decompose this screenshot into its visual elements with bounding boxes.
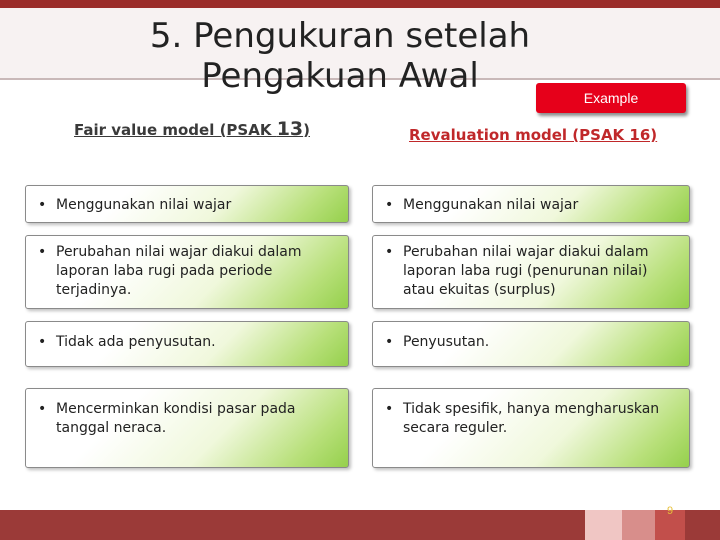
bullet-icon: •	[385, 244, 394, 260]
card-text: Perubahan nilai wajar diakui dalam laporan laba rugi pada periode terjadinya.	[56, 244, 302, 298]
bullet-icon: •	[38, 401, 47, 417]
bullet-icon: •	[38, 244, 47, 260]
bullet-icon: •	[385, 401, 394, 417]
fair-value-header-number: 13	[276, 118, 304, 140]
card-text: Menggunakan nilai wajar	[56, 197, 232, 213]
bullet-icon: •	[385, 197, 394, 213]
card-text: Penyusutan.	[403, 334, 490, 350]
bullet-icon: •	[38, 334, 47, 350]
revaluation-card-4	[372, 388, 690, 468]
fair-value-card-1	[25, 185, 349, 223]
card-text: Mencerminkan kondisi pasar pada tanggal neraca.	[56, 401, 296, 436]
fair-value-header-suffix: )	[303, 121, 310, 139]
fair-value-header-prefix: Fair value model (PSAK	[74, 121, 277, 139]
revaluation-card-3	[372, 321, 690, 367]
bullet-icon: •	[38, 197, 47, 213]
bullet-icon: •	[385, 334, 394, 350]
revaluation-header: Revaluation model (PSAK 16)	[409, 126, 658, 144]
footer-square-light	[585, 510, 622, 540]
fair-value-card-2	[25, 235, 349, 309]
card-text: Tidak spesifik, hanya mengharuskan secara reguler.	[403, 401, 660, 436]
page-number: 9	[666, 505, 674, 517]
card-text: Perubahan nilai wajar diakui dalam laporan laba rugi (penurunan nilai) atau ekuitas (surplus)	[403, 244, 649, 298]
footer-square-medium	[622, 510, 655, 540]
fair-value-card-4	[25, 388, 349, 468]
revaluation-card-1	[372, 185, 690, 223]
card-text: Menggunakan nilai wajar	[403, 197, 579, 213]
example-button[interactable]: Example	[536, 83, 686, 113]
card-text: Tidak ada penyusutan.	[56, 334, 216, 350]
fair-value-card-3	[25, 321, 349, 367]
revaluation-card-2	[372, 235, 690, 309]
slide-title: 5. Pengukuran setelah Pengakuan Awal	[149, 16, 531, 96]
fair-value-header	[74, 118, 310, 140]
top-accent-bar	[0, 0, 720, 8]
